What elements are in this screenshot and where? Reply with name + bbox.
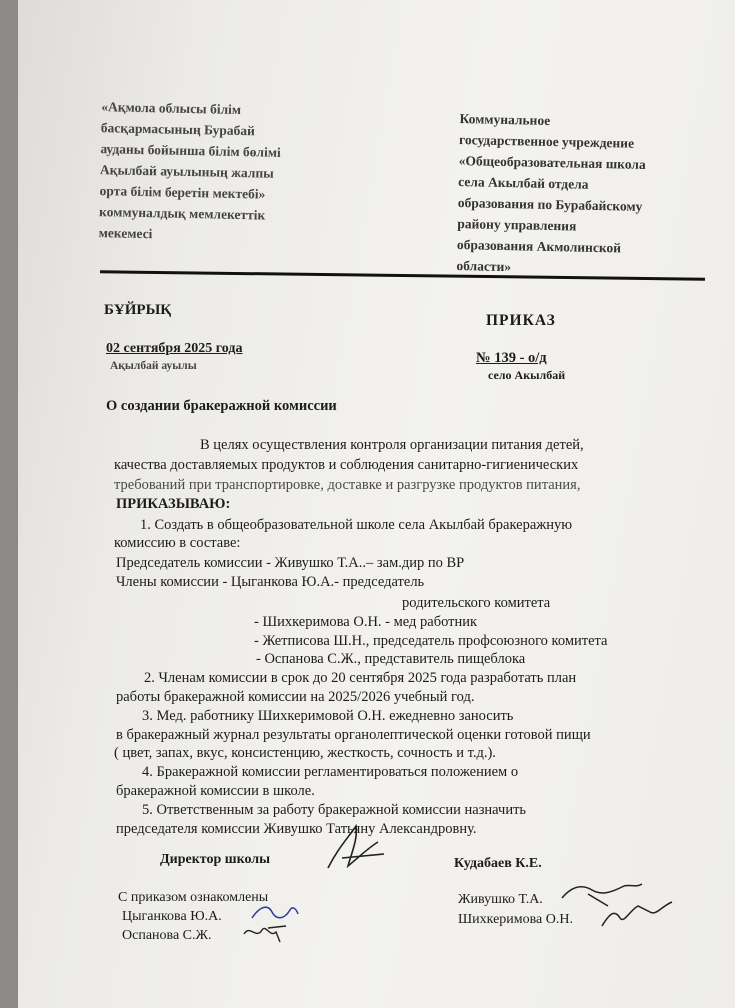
order-number: № 139 - о/д bbox=[476, 350, 547, 366]
acquainted-name: Цыганкова Ю.А. bbox=[122, 909, 222, 924]
header-ru-line: «Общеобразовательная школа bbox=[458, 153, 646, 172]
intro-line: В целях осуществления контроля организации питания детей, bbox=[200, 437, 584, 453]
header-ru-line: образования Акмолинской bbox=[456, 237, 622, 256]
acquainted-label: С приказом ознакомлены bbox=[118, 890, 269, 905]
order-place-ru: село Акылбай bbox=[488, 368, 566, 382]
director-signature bbox=[318, 818, 398, 878]
item-3-line: ( цвет, запах, вкус, консистенцию, жесткость, сочность и т.д.). bbox=[114, 745, 496, 761]
item-1-line: комиссию в составе: bbox=[114, 535, 241, 551]
member-line: - Оспанова С.Ж., представитель пищеблока bbox=[256, 651, 526, 667]
item-4-line: бракеражной комиссии в школе. bbox=[116, 783, 315, 799]
header-ru-line: села Акылбай отдела bbox=[458, 174, 589, 192]
order-date: 02 сентября 2025 года bbox=[106, 341, 243, 356]
item-5-line: 5. Ответственным за работу бракеражной комиссии назначить bbox=[142, 802, 527, 818]
header-kz-line: басқармасының Бурабай bbox=[100, 120, 256, 139]
member-line: родительского комитета bbox=[402, 595, 551, 611]
header-kz-line: коммуналдық мемлекеттік bbox=[98, 204, 266, 223]
header-kazakh bbox=[98, 96, 281, 247]
item-1-line: 1. Создать в общеобразовательной школе села Акылбай бракеражную bbox=[140, 517, 573, 533]
order-title-kz: БҰЙРЫҚ bbox=[104, 302, 172, 318]
document-page bbox=[18, 0, 735, 1008]
signature-shikhkerimova bbox=[598, 896, 678, 932]
signature-ospanova bbox=[240, 920, 300, 948]
header-ru-line: Коммунальное bbox=[459, 111, 551, 128]
header-kz-line: орта білім беретін мектебі» bbox=[99, 183, 266, 202]
member-line: - Шихкеримова О.Н. - мед работник bbox=[254, 614, 478, 630]
header-kz-line: ауданы бойынша білім бөлімі bbox=[100, 141, 281, 160]
header-ru-line: району управления bbox=[457, 216, 577, 234]
header-kz-line: мекемесі bbox=[98, 225, 153, 242]
header-russian bbox=[456, 108, 647, 280]
order-subject: О создании бракеражной комиссии bbox=[106, 398, 337, 414]
order-title-ru: ПРИКАЗ bbox=[486, 312, 556, 329]
order-place-kz: Ақылбай ауылы bbox=[110, 360, 197, 372]
acquainted-name: Живушко Т.А. bbox=[458, 892, 543, 907]
acquainted-name: Оспанова С.Ж. bbox=[122, 928, 212, 943]
member-line: - Жетписова Ш.Н., председатель профсоюзного комитета bbox=[254, 633, 608, 649]
intro-line: требований при транспортировке, доставке и разгрузке продуктов питания, bbox=[114, 477, 581, 493]
acquainted-name: Шихкеримова О.Н. bbox=[458, 912, 573, 927]
item-4-line: 4. Бракеражной комиссии регламентироваться положением о bbox=[142, 764, 519, 780]
order-word: ПРИКАЗЫВАЮ: bbox=[116, 496, 231, 512]
header-ru-line: государственное учреждение bbox=[458, 132, 635, 151]
intro-line: качества доставляемых продуктов и соблюдения санитарно-гигиенических bbox=[114, 457, 579, 473]
director-label: Директор школы bbox=[160, 852, 271, 867]
item-2-line: 2. Членам комиссии в срок до 20 сентября 2025 года разработать план bbox=[144, 670, 577, 686]
chair-line: Председатель комиссии - Живушко Т.А..– зам.дир по ВР bbox=[116, 555, 465, 571]
item-3-line: в бракеражный журнал результаты органолептической оценки готовой пищи bbox=[116, 727, 591, 743]
header-ru-line: области» bbox=[456, 258, 512, 275]
director-name: Кудабаев К.Е. bbox=[454, 856, 542, 871]
member-line: Члены комиссии - Цыганкова Ю.А.- председатель bbox=[116, 574, 425, 590]
item-2-line: работы бракеражной комиссии на 2025/2026 учебный год. bbox=[116, 689, 475, 705]
item-3-line: 3. Мед. работнику Шихкеримовой О.Н. ежедневно заносить bbox=[142, 708, 514, 724]
item-5-line: председателя комиссии Живушко Татьяну Александровну. bbox=[116, 821, 477, 837]
header-kz-line: Ақылбай ауылының жалпы bbox=[99, 162, 274, 181]
header-ru-line: образования по Бурабайскому bbox=[457, 195, 643, 214]
header-kz-line: «Ақмола облысы білім bbox=[101, 99, 242, 118]
